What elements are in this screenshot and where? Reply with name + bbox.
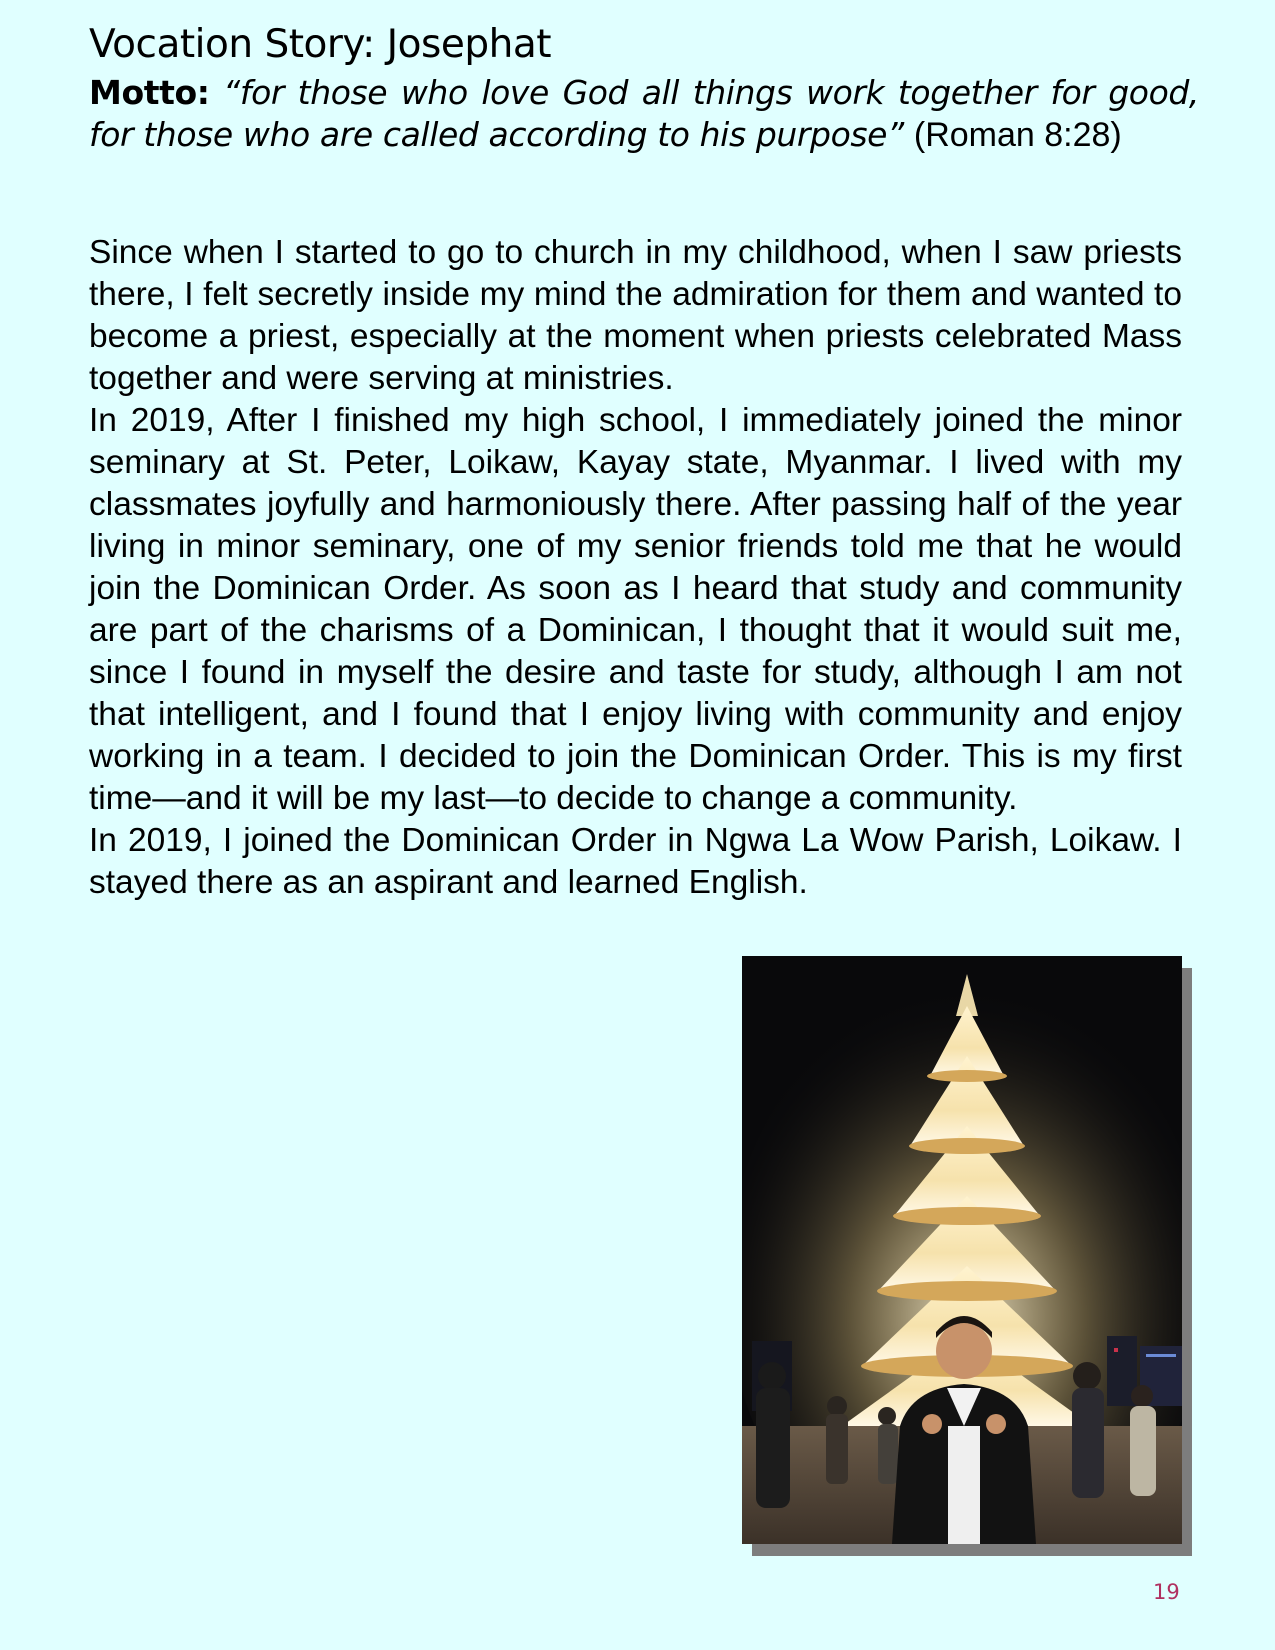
photo-illustration	[742, 956, 1182, 1544]
page-number: 19	[1153, 1580, 1180, 1604]
motto-reference: (Roman 8:28)	[913, 116, 1122, 154]
motto-quote: “for those who love God all things work together for good, for those who are called according to his purpose”	[89, 73, 1199, 154]
story-paragraph-3: In 2019, I joined the Dominican Order in Ngwa La Wow Parish, Loikaw. I stayed there as an aspirant and learned English.	[89, 822, 1182, 901]
motto-label: Motto:	[89, 73, 210, 112]
christmas-tree-photo	[742, 956, 1182, 1544]
story-text	[89, 232, 1182, 904]
story-paragraph-1: Since when I started to go to church in my childhood, when I saw priests there, I felt secretly inside my mind the admiration for them and wanted to become a priest, especially at the moment when priests celebrated Mass together and were serving at ministries.	[89, 234, 1182, 397]
motto	[89, 72, 1199, 156]
story-paragraph-2: In 2019, After I finished my high school, I immediately joined the minor seminary at St. Peter, Loikaw, Kayay state, Myanmar. I lived with my classmates joyfully and harmoniously there. After passing half of the year living in minor seminary, one of my senior friends told me that he would join the Dominican Order. As soon as I heard that study and community are part of the charisms of a Dominican, I thought that it would suit me, since I found in myself the desire and taste for study, although I am not that intelligent, and I found that I enjoy living with community and enjoy working in a team. I decided to join the Dominican Order. This is my first time—and it will be my last—to decide to change a community.	[89, 402, 1182, 817]
page-title: Vocation Story: Josephat	[89, 22, 552, 67]
